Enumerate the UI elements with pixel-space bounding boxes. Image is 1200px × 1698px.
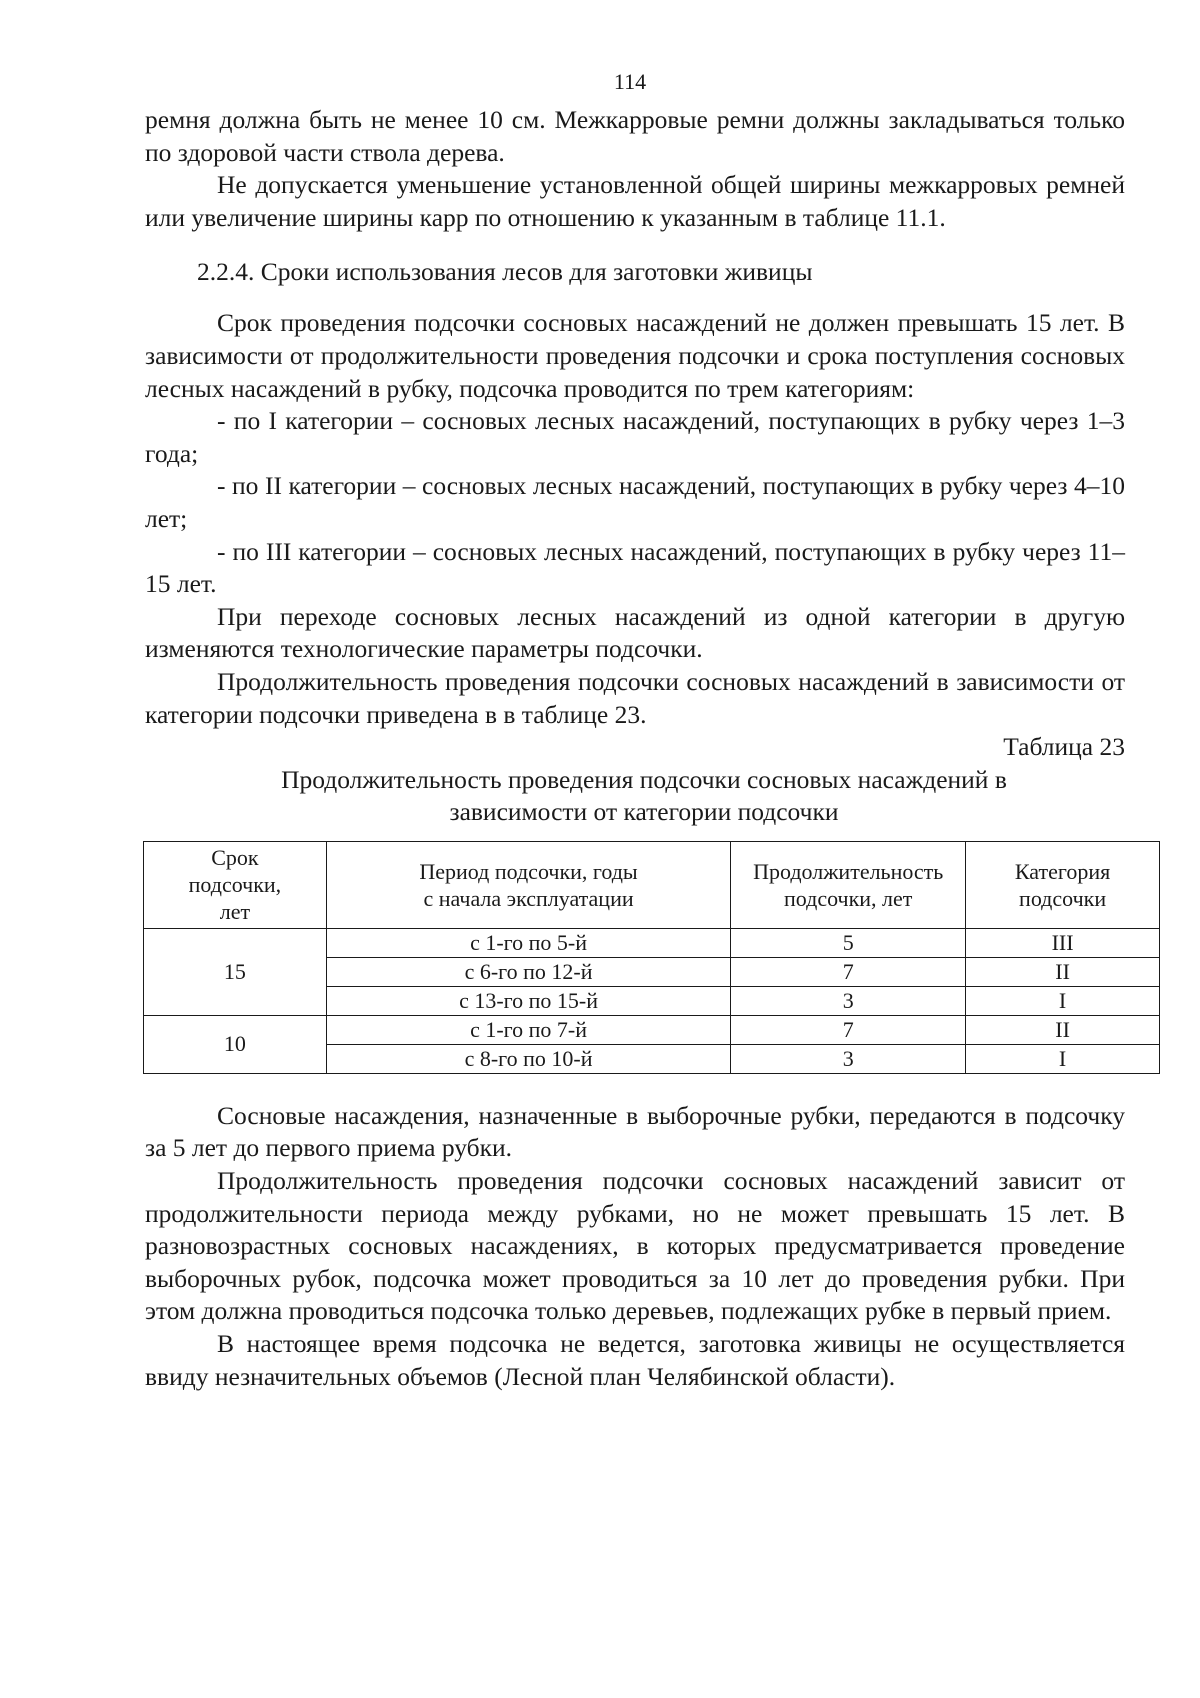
table-header-cell: Категория подсочки xyxy=(966,841,1160,928)
duration-cell: 5 xyxy=(731,928,966,957)
paragraph: Не допускается уменьшение установленной общей ширины межкарровых ремней или увеличение ширины карр по отношению к указанным в таблице 11.1. xyxy=(145,170,1125,232)
paragraph: При переходе сосновых лесных насаждений из одной категории в другую изменяются технологические параметры подсочки. xyxy=(145,601,1125,664)
table-row xyxy=(144,1015,1160,1044)
page-number: 114 xyxy=(613,69,647,94)
list-item: - по III категории – сосновых лесных насаждений, поступающих в рубку через 11–15 лет. xyxy=(145,536,1125,599)
table-row xyxy=(144,928,1160,957)
tapping-duration-table xyxy=(143,841,1160,1074)
period-cell: с 6-го по 12-й xyxy=(326,957,730,986)
term-cell: 15 xyxy=(144,928,327,1015)
period-cell: с 1-го по 7-й xyxy=(326,1015,730,1044)
category-cell: II xyxy=(966,1015,1160,1044)
paragraph: В настоящее время подсочка не ведется, заготовка живицы не осуществляется ввиду незначительных объемов (Лесной план Челябинской области). xyxy=(145,1329,1125,1391)
duration-cell: 3 xyxy=(731,1044,966,1073)
category-cell: I xyxy=(966,1044,1160,1073)
table-caption-line: зависимости от категории подсочки xyxy=(449,797,839,827)
category-cell: II xyxy=(966,957,1160,986)
paragraph: Продолжительность проведения подсочки сосновых насаждений зависит от продолжительности периода между рубками, но не может превышать 15 лет. В разновозрастных сосновых насаждениях, в которых предусматривается проведение выборочных рубок, подсочка может проводиться за 10 лет до проведения рубки. При этом должна проводиться подсочка только деревьев, подлежащих рубке в первый прием. xyxy=(145,1166,1125,1326)
list-item: - по II категории – сосновых лесных насаждений, поступающих в рубку через 4–10 лет; xyxy=(145,471,1125,533)
paragraph: Продолжительность проведения подсочки сосновых насаждений в зависимости от категории подсочки приведена в в таблице 23. xyxy=(145,666,1125,729)
category-cell: I xyxy=(966,986,1160,1015)
category-cell: III xyxy=(966,928,1160,957)
period-cell: с 13-го по 15-й xyxy=(326,986,730,1015)
period-cell: с 8-го по 10-й xyxy=(326,1044,730,1073)
paragraph: Срок проведения подсочки сосновых насаждений не должен превышать 15 лет. В зависимости от продолжительности проведения подсочки и срока поступления сосновых лесных насаждений в рубку, подсочка проводится по трем категориям: xyxy=(145,308,1125,403)
table-header-cell: Срок подсочки, лет xyxy=(144,841,327,928)
duration-cell: 3 xyxy=(731,986,966,1015)
table-caption-line: Продолжительность проведения подсочки сосновых насаждений в xyxy=(281,764,1007,794)
table-caption xyxy=(145,764,1125,829)
paragraph: Сосновые насаждения, назначенные в выборочные рубки, передаются в подсочку за 5 лет до первого приема рубки. xyxy=(145,1100,1125,1163)
list-item: - по I категории – сосновых лесных насаждений, поступающих в рубку через 1–3 года; xyxy=(145,406,1125,468)
table-header-cell: Продолжительность подсочки, лет xyxy=(731,841,966,928)
table-label: Таблица 23 xyxy=(1003,732,1125,762)
term-cell: 10 xyxy=(144,1015,327,1073)
duration-cell: 7 xyxy=(731,957,966,986)
section-heading: 2.2.4. Сроки использования лесов для заготовки живицы xyxy=(197,257,813,287)
table-header-cell: Период подсочки, годы с начала эксплуатации xyxy=(326,841,730,928)
document-page xyxy=(145,62,1125,1393)
paragraph: ремня должна быть не менее 10 см. Межкарровые ремни должны закладываться только по здоровой части ствола дерева. xyxy=(145,105,1125,167)
period-cell: с 1-го по 5-й xyxy=(326,928,730,957)
table-header-row xyxy=(144,841,1160,928)
duration-cell: 7 xyxy=(731,1015,966,1044)
